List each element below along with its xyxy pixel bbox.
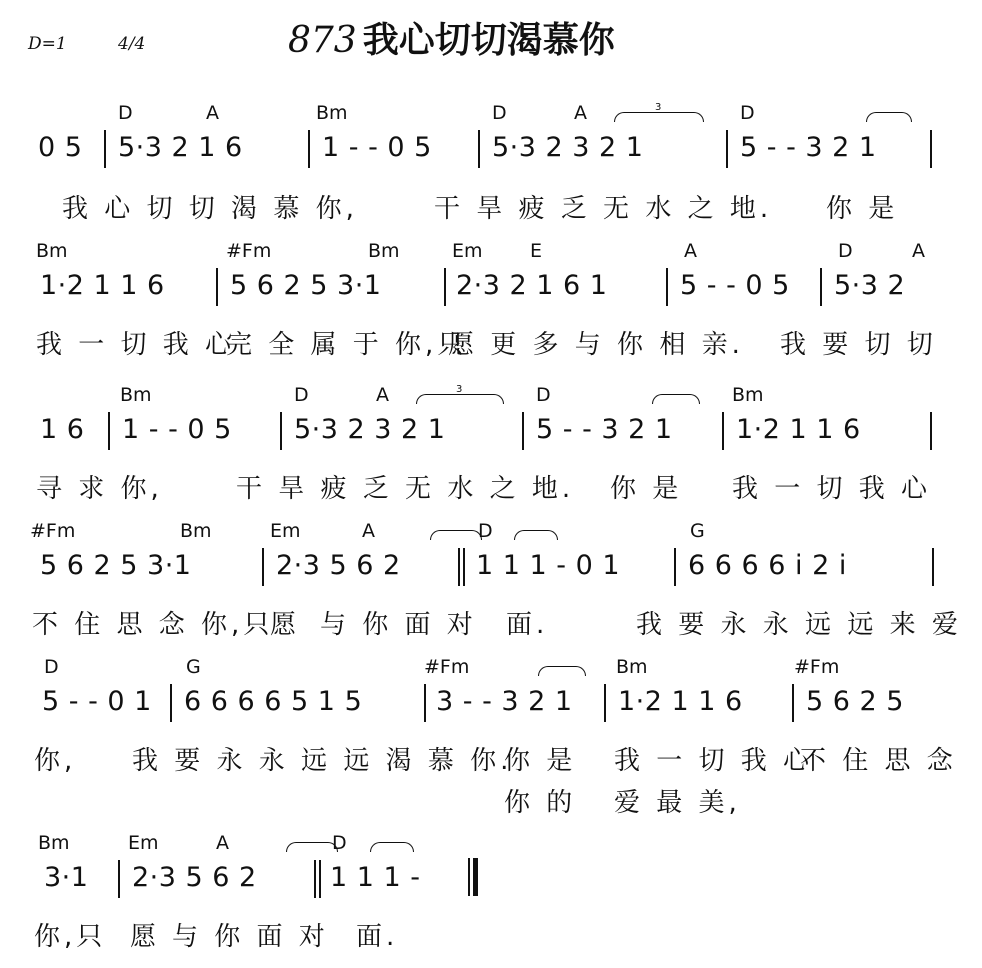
lyric: 你,只 — [34, 922, 107, 952]
lyric-verse-2: 爱 最 美, — [614, 788, 741, 818]
lyric: 你 是 — [504, 746, 577, 776]
lyric: 我 一 切 我 心 — [36, 330, 236, 360]
barline — [722, 412, 724, 450]
barline — [280, 412, 282, 450]
barline — [930, 130, 932, 168]
chord: A — [216, 832, 229, 854]
barline — [478, 130, 480, 168]
chord: A — [206, 102, 219, 124]
barline — [674, 548, 676, 586]
lyric: 与 你 面 对 — [320, 610, 477, 640]
measure-notes: 5 - - 3 2 1 — [536, 414, 673, 445]
lyric: 我 一 切 我 心 — [732, 474, 932, 504]
slur — [286, 842, 338, 852]
lyric: 愿 — [270, 610, 301, 640]
lyric: 面. — [506, 610, 549, 640]
measure-notes: 1 - - 0 5 — [122, 414, 232, 445]
chord: D — [838, 240, 853, 262]
hymn-number: 873 — [288, 20, 357, 61]
triplet-bracket — [416, 394, 504, 404]
chord: Em — [270, 520, 301, 542]
barline — [308, 130, 310, 168]
lyric: 面. — [356, 922, 399, 952]
measure-notes: 5 6 2 5 — [806, 686, 904, 717]
lyric: 与 你 面 对 — [172, 922, 329, 952]
chord: D — [332, 832, 347, 854]
measure-notes: 1 - - 0 5 — [322, 132, 432, 163]
chord: G — [690, 520, 705, 542]
system-3 — [0, 380, 982, 510]
slur — [538, 666, 586, 676]
barline — [262, 548, 264, 586]
measure-notes: 2·3 5 6 2 — [276, 550, 401, 581]
barline — [930, 412, 932, 450]
barline — [108, 412, 110, 450]
barline — [820, 268, 822, 306]
measure-notes: 6 6 6 6 i 2 i — [688, 550, 847, 581]
lyric-verse-2: 你 的 — [504, 788, 577, 818]
measure-notes: 1·2 1 1 6 — [618, 686, 743, 717]
chord: A — [912, 240, 925, 262]
measure-notes: 5·3 2 1 6 — [118, 132, 243, 163]
measure-notes: 3 - - 3 2 1 — [436, 686, 573, 717]
measure-notes: 5 - - 0 1 — [42, 686, 152, 717]
barline — [666, 268, 668, 306]
measure-notes: 3·1 — [44, 862, 89, 893]
lyric: 你 是 — [610, 474, 683, 504]
slur — [866, 112, 912, 122]
chord: D — [492, 102, 507, 124]
system-1 — [0, 98, 982, 228]
chord: A — [362, 520, 375, 542]
chord: Em — [128, 832, 159, 854]
triplet-number: 3 — [456, 384, 463, 395]
system-2 — [0, 236, 982, 366]
chord: A — [574, 102, 587, 124]
barline — [424, 684, 426, 722]
triplet-bracket — [614, 112, 704, 122]
barline — [118, 860, 120, 898]
system-5 — [0, 652, 982, 822]
measure-notes: 5·3 2 3 2 1 — [294, 414, 446, 445]
lyric: 干 旱 疲 乏 无 水 之 地. — [434, 194, 773, 224]
lyric: 愿 更 多 与 你 相 亲. — [448, 330, 744, 360]
lyric: 不 住 思 念 — [800, 746, 957, 776]
chord: Bm — [120, 384, 152, 406]
measure-notes: 1·2 1 1 6 — [40, 270, 165, 301]
chord: D — [478, 520, 493, 542]
repeat-barline — [458, 548, 466, 586]
chord: #Fm — [226, 240, 272, 262]
lyric: 愿 — [130, 922, 161, 952]
measure-notes: 5 6 2 5 3·1 — [40, 550, 192, 581]
chord: #Fm — [794, 656, 840, 678]
measure-notes: 5·3 2 — [834, 270, 906, 301]
barline — [792, 684, 794, 722]
slur — [430, 530, 482, 540]
chord: A — [684, 240, 697, 262]
final-barline — [468, 858, 480, 896]
chord: E — [530, 240, 543, 262]
lyric: 寻 求 你, — [36, 474, 163, 504]
chord: #Fm — [30, 520, 76, 542]
barline — [932, 548, 934, 586]
page-title — [288, 12, 615, 63]
barline — [522, 412, 524, 450]
lyric: 干 旱 疲 乏 无 水 之 地. — [236, 474, 575, 504]
lyric: 我 要 永 永 远 远 渴 慕 你. — [132, 746, 513, 776]
triplet-number: 3 — [655, 102, 662, 113]
lyric: 我 一 切 我 心 — [614, 746, 814, 776]
chord: Bm — [36, 240, 68, 262]
barline — [604, 684, 606, 722]
time-signature: 4/4 — [118, 34, 146, 54]
chord: D — [44, 656, 59, 678]
slur — [370, 842, 414, 852]
measure-notes: 1·2 1 1 6 — [736, 414, 861, 445]
chord: Bm — [616, 656, 648, 678]
slur — [514, 530, 558, 540]
chord: #Fm — [424, 656, 470, 678]
lyric: 不 住 思 念 你,只 — [32, 610, 274, 640]
measure-notes: 5 - - 0 5 — [680, 270, 790, 301]
lyric: 完 全 属 于 你,只 — [226, 330, 468, 360]
chord: Bm — [368, 240, 400, 262]
chord: D — [536, 384, 551, 406]
measure-notes: 1 6 — [40, 414, 85, 445]
measure-notes: 2·3 2 1 6 1 — [456, 270, 608, 301]
chord: Em — [452, 240, 483, 262]
chord: Bm — [316, 102, 348, 124]
lyric: 我 要 永 永 远 远 来 爱 — [636, 610, 962, 640]
chord: D — [740, 102, 755, 124]
chord: Bm — [732, 384, 764, 406]
barline — [444, 268, 446, 306]
measure-notes: 5 6 2 5 3·1 — [230, 270, 382, 301]
lyric: 你 是 — [826, 194, 899, 224]
chord: Bm — [38, 832, 70, 854]
measure-notes: 5·3 2 3 2 1 — [492, 132, 644, 163]
system-4 — [0, 516, 982, 646]
barline — [170, 684, 172, 722]
lyric: 我 心 切 切 渴 慕 你, — [62, 194, 358, 224]
slur — [652, 394, 700, 404]
measure-notes: 5 - - 3 2 1 — [740, 132, 877, 163]
repeat-barline — [314, 860, 322, 898]
measure-notes: 1 1 1 - 0 1 — [476, 550, 621, 581]
chord: A — [376, 384, 389, 406]
measure-notes: 6 6 6 6 5 1 5 — [184, 686, 363, 717]
hymn-title: 我心切切渴慕你 — [362, 20, 615, 61]
chord: D — [118, 102, 133, 124]
measure-notes: 0 5 — [38, 132, 83, 163]
header — [0, 0, 982, 80]
key-signature: D=1 — [28, 34, 67, 54]
measure-notes: 1 1 1 - — [330, 862, 421, 893]
system-6 — [0, 828, 982, 958]
measure-notes: 2·3 5 6 2 — [132, 862, 257, 893]
barline — [104, 130, 106, 168]
chord: Bm — [180, 520, 212, 542]
barline — [726, 130, 728, 168]
lyric: 我 要 切 切 — [780, 330, 937, 360]
chord: G — [186, 656, 201, 678]
lyric: 你, — [34, 746, 77, 776]
chord: D — [294, 384, 309, 406]
barline — [216, 268, 218, 306]
